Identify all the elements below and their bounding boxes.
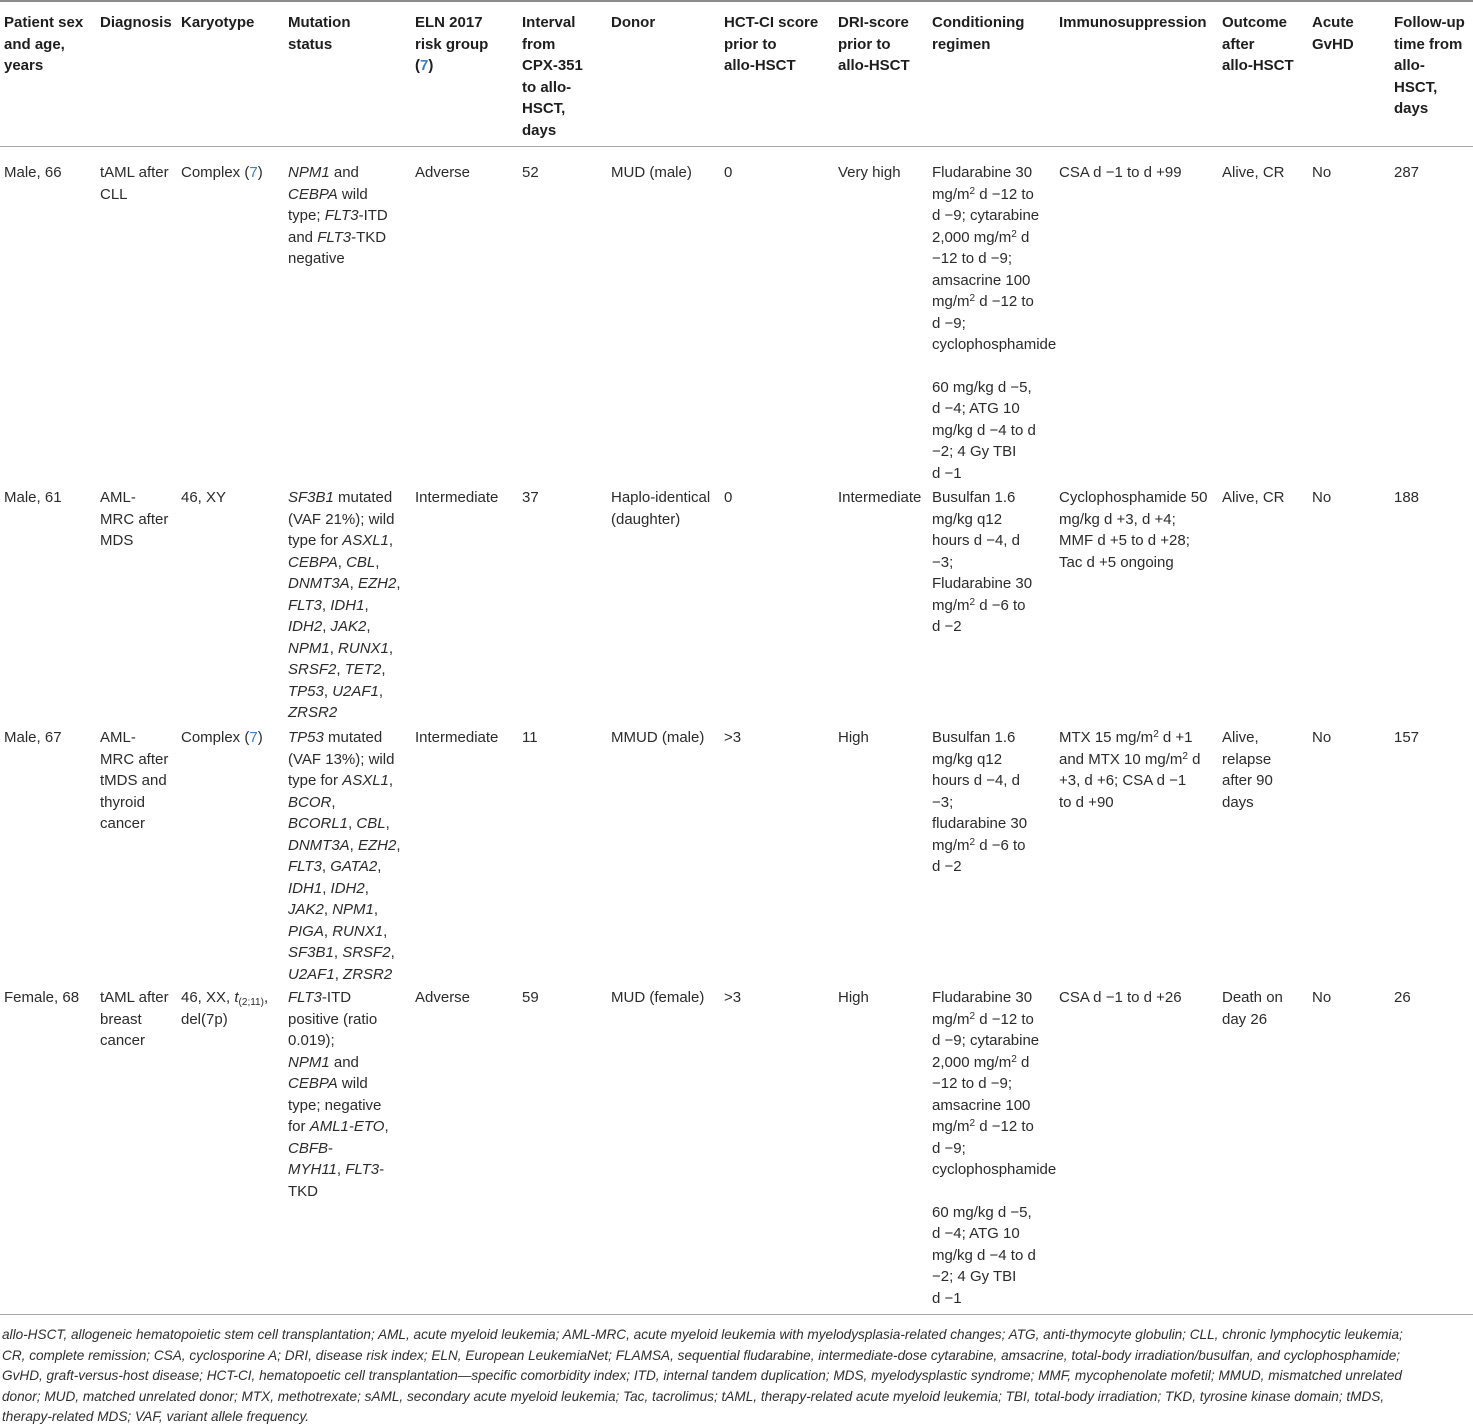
cell-line: Female, 68	[4, 989, 80, 1006]
cell-line: Intermediate	[415, 729, 499, 746]
cell-line: IDH1, IDH2,	[288, 879, 369, 897]
cell-line: d −9;	[932, 314, 966, 332]
cell-line: from	[522, 35, 556, 53]
cell-line: $mg/m^2$ d −12 to	[932, 293, 1034, 310]
cell-line: 2,000 $mg/m^2$ d	[932, 228, 1030, 246]
row-3-donor	[611, 727, 704, 749]
cell-line: Alive, CR	[1222, 164, 1285, 181]
cell-line: allo-HSCT	[724, 57, 796, 74]
cell-line: days	[522, 121, 557, 139]
row-4-diagnosis	[100, 987, 169, 1052]
cell-line: 26	[1394, 989, 1411, 1006]
cell-line: CEBPA wild	[288, 1075, 368, 1092]
cell-line: positive (ratio	[288, 1010, 378, 1028]
cell-line: MMF d +5 to d +28;	[1059, 532, 1190, 549]
cell-line: Diagnosis	[100, 14, 172, 31]
cell-line: to d +90	[1059, 793, 1114, 811]
cell-line: MRC after	[100, 750, 169, 768]
cell-line: Donor	[611, 14, 656, 31]
cell-line: MRC after	[100, 510, 169, 528]
cell-line: Karyotype	[181, 14, 255, 31]
cell-line: cancer	[100, 815, 146, 832]
column-header-gvhd	[1312, 12, 1354, 55]
row-2-mutation	[288, 487, 401, 724]
cell-line: −3;	[932, 793, 954, 811]
cell-line: for AML1-ETO,	[288, 1118, 389, 1135]
cell-line: cyclophosphamide	[932, 1161, 1057, 1178]
cell-line: 0	[724, 164, 733, 181]
cell-line: d −2	[932, 618, 962, 635]
cell-line: FLT3-ITD	[288, 989, 352, 1006]
row-4-hctci	[724, 987, 741, 1009]
cell-line: to allo-	[522, 78, 572, 96]
cell-line: FLT3, GATA2,	[288, 858, 382, 875]
cell-line: >3	[724, 989, 742, 1006]
cell-line: Male, 61	[4, 489, 62, 506]
row-4-gvhd	[1312, 987, 1331, 1009]
row-3-dri	[838, 727, 869, 749]
cell-line: time from	[1394, 35, 1463, 53]
row-2-patient	[4, 487, 62, 509]
cell-line: $mg/m^2$ d −12 to	[932, 1118, 1034, 1135]
cell-line: d −9; cytarabine	[932, 207, 1040, 224]
row-3-hctci	[724, 727, 741, 749]
cell-line: Follow-up	[1394, 14, 1465, 31]
cell-line: allo-HSCT	[838, 57, 910, 74]
cell-line: MDS	[100, 532, 134, 549]
cell-line: type for ASXL1,	[288, 772, 394, 789]
row-4-followup	[1394, 987, 1411, 1009]
cell-line: Male, 67	[4, 729, 62, 746]
column-header-mutation	[288, 12, 350, 55]
cell-line: mg/kg q12	[932, 750, 1003, 768]
column-header-conditioning	[932, 12, 1024, 55]
column-header-interval	[522, 12, 583, 141]
cell-line: CEBPA, CBL,	[288, 553, 380, 571]
cell-line: −12 to d −9;	[932, 1075, 1013, 1092]
row-3-immuno	[1059, 727, 1200, 813]
row-3-mutation	[288, 727, 401, 985]
row-1-outcome	[1222, 162, 1285, 184]
row-3-patient	[4, 727, 62, 749]
row-1-gvhd	[1312, 162, 1331, 184]
cell-line: HSCT,	[1394, 78, 1438, 96]
cell-line: GvHD	[1312, 35, 1354, 53]
row-2-diagnosis	[100, 487, 168, 552]
cell-line: −2; 4 Gy TBI	[932, 1268, 1017, 1285]
cell-line: Conditioning	[932, 14, 1025, 31]
footnote-line: GvHD, graft-versus-host disease; HCT-CI, hematopoetic cell transplantation—specific comorbidity index; ITD, internal tandem duplication; MDS, myelodysplastic syndrome; MMF, mycophenolate mofetil; MMUD, mismatched unrelated	[2, 1368, 1402, 1383]
cell-line: Adverse	[415, 164, 471, 181]
cell-line: Acute	[1312, 14, 1354, 31]
cell-line	[932, 356, 1056, 377]
row-1-eln	[415, 162, 470, 184]
cell-line: CSA d −1 to d +26	[1059, 989, 1182, 1006]
cell-line: Intermediate	[838, 489, 922, 506]
cell-line: No	[1312, 164, 1332, 181]
row-1-karyotype	[181, 162, 263, 184]
cell-line: $mg/m^2$ d −12 to	[932, 185, 1034, 203]
row-1-followup	[1394, 162, 1419, 184]
row-2-donor	[611, 487, 710, 530]
cell-line: after 90	[1222, 772, 1273, 789]
cell-line: Complex (7)	[181, 164, 263, 181]
cell-line: cancer	[100, 1032, 146, 1049]
cell-line: tAML after	[100, 989, 169, 1006]
column-header-patient	[4, 12, 83, 77]
row-1-hctci	[724, 162, 732, 184]
cell-line: prior to	[724, 35, 777, 53]
cell-line: −2; 4 Gy TBI	[932, 443, 1017, 460]
cell-line: Fludarabine 30	[932, 164, 1033, 181]
footnote-line: donor; MUD, matched unrelated donor; MTX, methotrexate; sAML, secondary acute myeloid leukemia; Tac, tacrolimus; tAML, therapy-related acute myeloid leukemia; TBI, total-body irradiation; TKD, tyrosine kinase domain; tMDS,	[2, 1388, 1385, 1404]
cell-line: TP53 mutated	[288, 729, 383, 746]
cell-line: regimen	[932, 35, 991, 53]
row-1-immuno	[1059, 162, 1182, 184]
cell-line: Alive, CR	[1222, 489, 1285, 506]
cell-line: d −9; cytarabine	[932, 1032, 1040, 1049]
cell-line: 46, XX, $t_{(2;11)}$,	[181, 989, 269, 1008]
cell-line: cyclophosphamide	[932, 336, 1057, 353]
cell-line: $mg/m^2$ d −6 to	[932, 836, 1026, 854]
cell-line: amsacrine 100	[932, 271, 1031, 289]
cell-line: Haplo-identical	[611, 489, 711, 506]
cell-line: SF3B1, SRSF2,	[288, 944, 395, 961]
row-2-karyotype	[181, 487, 226, 509]
cell-line: DRI-score	[838, 14, 909, 31]
cell-line: Mutation	[288, 14, 351, 31]
footnote-line: allo-HSCT, allogeneic hematopoietic stem cell transplantation; AML, acute myeloid leukemia; AML-MRC, acute myeloid leukemia with myelodysplasia-related changes; ATG, anti-thymocyte globulin; CLL, chronic lymphocytic leukemia;	[2, 1327, 1403, 1342]
row-3-diagnosis	[100, 727, 168, 835]
cell-line: thyroid	[100, 793, 146, 811]
cell-line: Immunosuppression	[1059, 14, 1207, 31]
cell-line: (daughter)	[611, 510, 681, 528]
cell-line: MMUD (male)	[611, 729, 705, 746]
row-2-hctci	[724, 487, 732, 509]
cell-line: SF3B1 mutated	[288, 489, 393, 506]
cell-line: and MTX 10 $mg/m^2$ d	[1059, 750, 1201, 768]
cell-line: 287	[1394, 164, 1420, 181]
cell-line: Tac d +5 ongoing	[1059, 553, 1174, 571]
row-2-followup	[1394, 487, 1419, 509]
cell-line: Fludarabine 30	[932, 989, 1033, 1006]
cell-line: 37	[522, 489, 539, 506]
row-4-mutation	[288, 987, 389, 1202]
cell-line: (VAF 21%); wild	[288, 510, 395, 528]
row-2-outcome	[1222, 487, 1285, 509]
cell-line: AML-	[100, 489, 136, 506]
table-bottom-rule	[0, 1314, 1473, 1315]
column-header-karyotype	[181, 12, 254, 34]
cell-line: MUD (male)	[611, 164, 692, 181]
cell-line: years	[4, 57, 44, 74]
cell-line: 11	[522, 729, 538, 746]
cell-line: BCOR,	[288, 793, 336, 811]
cell-line: d −1	[932, 1289, 962, 1307]
cell-line: −12 to d −9;	[932, 250, 1013, 267]
cell-line: Alive,	[1222, 729, 1259, 746]
row-4-interval	[522, 987, 539, 1009]
cell-line: 52	[522, 164, 539, 181]
row-4-outcome	[1222, 987, 1283, 1030]
row-3-gvhd	[1312, 727, 1331, 749]
cell-line: amsacrine 100	[932, 1096, 1031, 1114]
cell-line: DNMT3A, EZH2,	[288, 575, 401, 592]
cell-line: High	[838, 729, 869, 746]
cell-line: negative	[288, 250, 345, 267]
cell-line: breast	[100, 1010, 142, 1028]
cell-line: tMDS and	[100, 772, 167, 789]
column-header-eln	[415, 12, 488, 77]
row-1-patient	[4, 162, 62, 184]
cell-line: SRSF2, TET2,	[288, 661, 386, 678]
cell-line: ELN 2017	[415, 14, 483, 31]
cell-line: HCT-CI score	[724, 14, 819, 31]
cell-line: Cyclophosphamide 50	[1059, 489, 1208, 506]
header-rule	[0, 146, 1473, 147]
cell-line: day 26	[1222, 1010, 1268, 1028]
cell-line: d −4; ATG 10	[932, 1225, 1020, 1242]
cell-line: type for ASXL1,	[288, 532, 394, 549]
row-2-conditioning	[932, 487, 1032, 638]
cell-line: mg/kg d −4 to d	[932, 421, 1036, 439]
cell-line: type; negative	[288, 1096, 382, 1114]
cell-line: BCORL1, CBL,	[288, 815, 390, 832]
cell-line: No	[1312, 489, 1332, 506]
cell-line: High	[838, 989, 869, 1006]
cell-line: Patient sex	[4, 14, 84, 31]
cell-line: No	[1312, 989, 1332, 1006]
cell-line: mg/kg d −4 to d	[932, 1246, 1036, 1264]
cell-line: mg/kg d +3, d +4;	[1059, 510, 1176, 528]
row-3-karyotype	[181, 727, 263, 749]
column-header-followup	[1394, 12, 1465, 120]
cell-line: risk group	[415, 35, 489, 53]
cell-line: No	[1312, 729, 1332, 746]
cell-line: tAML after	[100, 164, 169, 181]
cell-line: 0.019);	[288, 1032, 335, 1049]
row-2-dri	[838, 487, 921, 509]
row-2-eln	[415, 487, 498, 509]
row-2-interval	[522, 487, 539, 509]
cell-line: +3, d +6; CSA d −1	[1059, 772, 1187, 789]
cell-line: d −1	[932, 464, 962, 482]
column-header-donor	[611, 12, 655, 34]
cell-line: TP53, U2AF1,	[288, 682, 384, 700]
row-2-immuno	[1059, 487, 1207, 573]
row-4-patient	[4, 987, 79, 1009]
cell-line: and FLT3-TKD	[288, 228, 387, 246]
cell-line: allo-HSCT	[1222, 57, 1294, 74]
cell-line: 188	[1394, 489, 1420, 506]
cell-line: PIGA, RUNX1,	[288, 922, 388, 940]
column-header-immuno	[1059, 12, 1207, 34]
cell-line: IDH2, JAK2,	[288, 618, 371, 635]
cell-line: U2AF1, ZRSR2	[288, 965, 393, 983]
footnote-line: CR, complete remission; CSA, cyclosporine A; DRI, disease risk index; ELN, European LeukemiaNet; FLAMSA, sequential fludarabine, intermediate-dose cytarabine, amsacrine, total-body irradiation/busulfan, and cyclophosphamide;	[2, 1347, 1401, 1363]
row-2-gvhd	[1312, 487, 1331, 509]
cell-line: Busulfan 1.6	[932, 729, 1016, 746]
row-1-diagnosis	[100, 162, 169, 205]
cell-line: MYH11, FLT3-	[288, 1161, 385, 1178]
cell-line: MUD (female)	[611, 989, 705, 1006]
cell-line: fludarabine 30	[932, 815, 1028, 832]
cell-line: 46, XY	[181, 489, 227, 506]
cell-line: d −2	[932, 858, 962, 875]
cell-line: 60 mg/kg d −5,	[932, 1203, 1032, 1221]
row-1-mutation	[288, 162, 388, 270]
cell-line: Interval	[522, 14, 576, 31]
column-header-outcome	[1222, 12, 1294, 77]
row-3-outcome	[1222, 727, 1273, 813]
cell-line: 60 mg/kg d −5,	[932, 378, 1032, 396]
cell-line: status	[288, 35, 333, 53]
row-3-interval	[522, 727, 538, 749]
cell-line: Adverse	[415, 989, 471, 1006]
row-1-dri	[838, 162, 901, 184]
cell-line: d −9;	[932, 1139, 966, 1157]
cell-line: >3	[724, 729, 742, 746]
cell-line: ZRSR2	[288, 704, 338, 721]
cell-line: JAK2, NPM1,	[288, 901, 379, 918]
cell-line: $mg/m^2$ d −6 to	[932, 596, 1026, 614]
cell-line: Death on	[1222, 989, 1283, 1006]
cell-line: MTX 15 $mg/m^2$ d +1	[1059, 729, 1193, 746]
cell-line: Complex (7)	[181, 729, 263, 746]
cell-line: Male, 66	[4, 164, 62, 181]
row-4-conditioning	[932, 987, 1056, 1309]
cell-line: prior to	[838, 35, 891, 53]
cell-line: d −4; ATG 10	[932, 400, 1020, 417]
cell-line: hours d −4, d	[932, 772, 1020, 789]
row-4-eln	[415, 987, 470, 1009]
cell-line: −3;	[932, 553, 954, 571]
cell-line: TKD	[288, 1182, 318, 1200]
row-3-followup	[1394, 727, 1419, 749]
cell-line: type; FLT3-ITD	[288, 207, 388, 224]
cell-line: allo-	[1394, 57, 1425, 74]
cell-line: HSCT,	[522, 100, 566, 117]
cell-line: and age,	[4, 35, 65, 53]
cell-line: days	[1222, 793, 1254, 811]
cell-line: hours d −4, d	[932, 532, 1020, 549]
cell-line: mg/kg q12	[932, 510, 1003, 528]
table-footnote	[2, 1325, 1468, 1428]
footnote-line: therapy-related MDS; VAF, variant allele frequency.	[2, 1409, 310, 1424]
column-header-diagnosis	[100, 12, 172, 34]
cell-line: del(7p)	[181, 1010, 228, 1028]
cell-line: after	[1222, 35, 1255, 53]
row-1-conditioning	[932, 162, 1056, 484]
cell-line: NPM1 and	[288, 1053, 359, 1071]
cell-line: Busulfan 1.6	[932, 489, 1016, 506]
cell-line: DNMT3A, EZH2,	[288, 836, 401, 854]
cell-line: FLT3, IDH1,	[288, 596, 369, 614]
cell-line: 157	[1394, 729, 1420, 746]
cell-line: NPM1 and	[288, 164, 359, 181]
cell-line: CPX-351	[522, 57, 583, 74]
cell-line: AML-	[100, 729, 136, 746]
table-top-rule	[0, 0, 1473, 2]
cell-line: Very high	[838, 164, 901, 181]
row-4-dri	[838, 987, 869, 1009]
cell-line: 2,000 $mg/m^2$ d	[932, 1053, 1030, 1071]
cell-line: Intermediate	[415, 489, 499, 506]
cell-line: (VAF 13%); wild	[288, 750, 395, 768]
cell-line: $mg/m^2$ d −12 to	[932, 1010, 1034, 1028]
row-3-conditioning	[932, 727, 1027, 878]
row-4-karyotype	[181, 987, 268, 1030]
cell-line: CLL	[100, 185, 128, 203]
row-1-donor	[611, 162, 692, 184]
cell-line: 0	[724, 489, 733, 506]
cell-line: 59	[522, 989, 539, 1006]
row-4-donor	[611, 987, 704, 1009]
cell-line: CEBPA wild	[288, 185, 368, 203]
row-1-interval	[522, 162, 539, 184]
column-header-hctci	[724, 12, 818, 77]
cell-line: CBFB-	[288, 1139, 334, 1157]
cell-line: NPM1, RUNX1,	[288, 639, 394, 657]
cell-line: relapse	[1222, 750, 1272, 768]
row-4-immuno	[1059, 987, 1182, 1009]
column-header-dri	[838, 12, 910, 77]
cell-line: Outcome	[1222, 14, 1288, 31]
cell-line: days	[1394, 100, 1429, 117]
cell-line	[932, 1181, 1056, 1202]
cell-line: Fludarabine 30	[932, 575, 1033, 592]
cell-line: CSA d −1 to d +99	[1059, 164, 1182, 181]
row-3-eln	[415, 727, 498, 749]
cell-line: (7)	[415, 57, 434, 74]
